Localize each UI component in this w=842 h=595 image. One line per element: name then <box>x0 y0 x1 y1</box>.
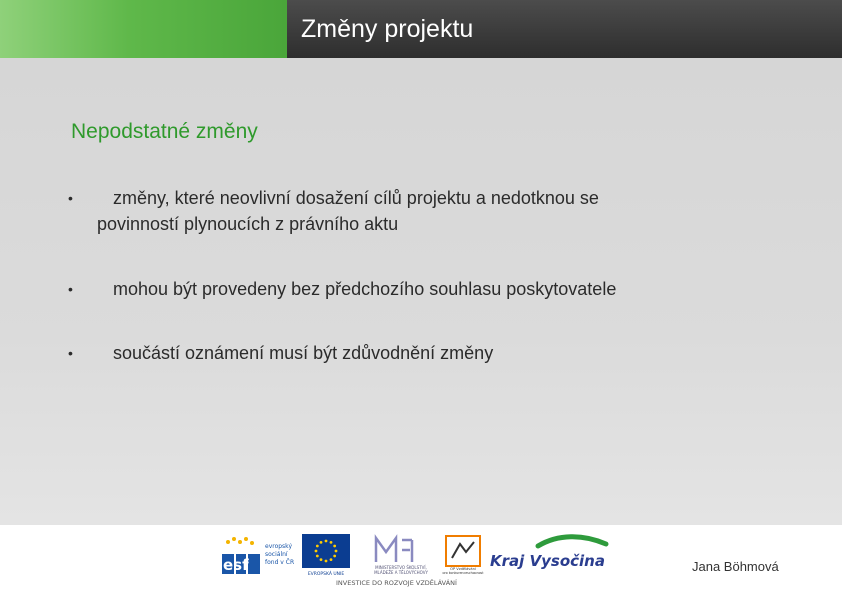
eu-star-icon <box>316 545 319 548</box>
bullet-2-text: mohou být provedeny bez předchozího souhlasu poskytovatele <box>113 279 617 299</box>
msmt-logo <box>366 532 436 576</box>
eu-star-icon <box>325 540 328 543</box>
eu-star-icon <box>333 545 336 548</box>
eu-star-icon <box>333 555 336 558</box>
op-vk-logo <box>440 532 486 574</box>
eu-star-icon <box>320 558 323 561</box>
eu-star-icon <box>335 550 338 553</box>
svg-text:MLÁDEŽE A TĚLOVÝCHOVY: MLÁDEŽE A TĚLOVÝCHOVY <box>374 570 428 575</box>
svg-text:INVESTICE DO ROZVOJE VZDĚLÁVÁN: INVESTICE DO ROZVOJE VZDĚLÁVÁNÍ <box>336 579 457 587</box>
eu-star-icon <box>330 541 333 544</box>
bullet-1-line-2: povinností plynoucích z právního aktu <box>97 214 399 234</box>
kraj-vysocina-logo <box>488 532 610 572</box>
eu-star-icon <box>330 558 333 561</box>
eu-star-icon <box>320 541 323 544</box>
slide-title: Změny projektu <box>301 15 474 43</box>
bullet-3-text: součástí oznámení musí být zdůvodnění změny <box>113 343 494 363</box>
svg-text:pro konkurenceschopnost: pro konkurenceschopnost <box>442 571 484 574</box>
svg-text:EVROPSKÁ UNIE: EVROPSKÁ UNIE <box>307 572 345 576</box>
bullet-dot-icon: • <box>68 281 73 297</box>
svg-text:sociální: sociální <box>265 551 288 558</box>
bullet-dot-icon: • <box>68 345 73 361</box>
eu-flag-logo <box>302 534 350 576</box>
investment-tagline <box>336 576 486 588</box>
slide-subtitle: Nepodstatné změny <box>71 120 258 143</box>
bullet-1-line-1: změny, které neovlivní dosažení cílů projektu a nedotknou se <box>113 188 599 208</box>
esf-logo <box>220 534 300 576</box>
svg-text:OP Vzdělávání: OP Vzdělávání <box>450 567 476 571</box>
svg-text:evropský: evropský <box>265 543 292 550</box>
svg-text:Kraj Vysočina: Kraj Vysočina <box>490 552 605 570</box>
eu-star-icon <box>315 550 318 553</box>
header-green-band <box>0 0 287 58</box>
svg-text:fond v ČR: fond v ČR <box>265 559 295 566</box>
eu-star-icon <box>325 560 328 563</box>
svg-text:MINISTERSTVO ŠKOLSTVÍ,: MINISTERSTVO ŠKOLSTVÍ, <box>375 565 427 570</box>
svg-text:esf: esf <box>223 556 249 574</box>
eu-star-icon <box>316 555 319 558</box>
bullet-dot-icon: • <box>68 190 73 206</box>
author-name: Jana Böhmová <box>692 559 779 574</box>
